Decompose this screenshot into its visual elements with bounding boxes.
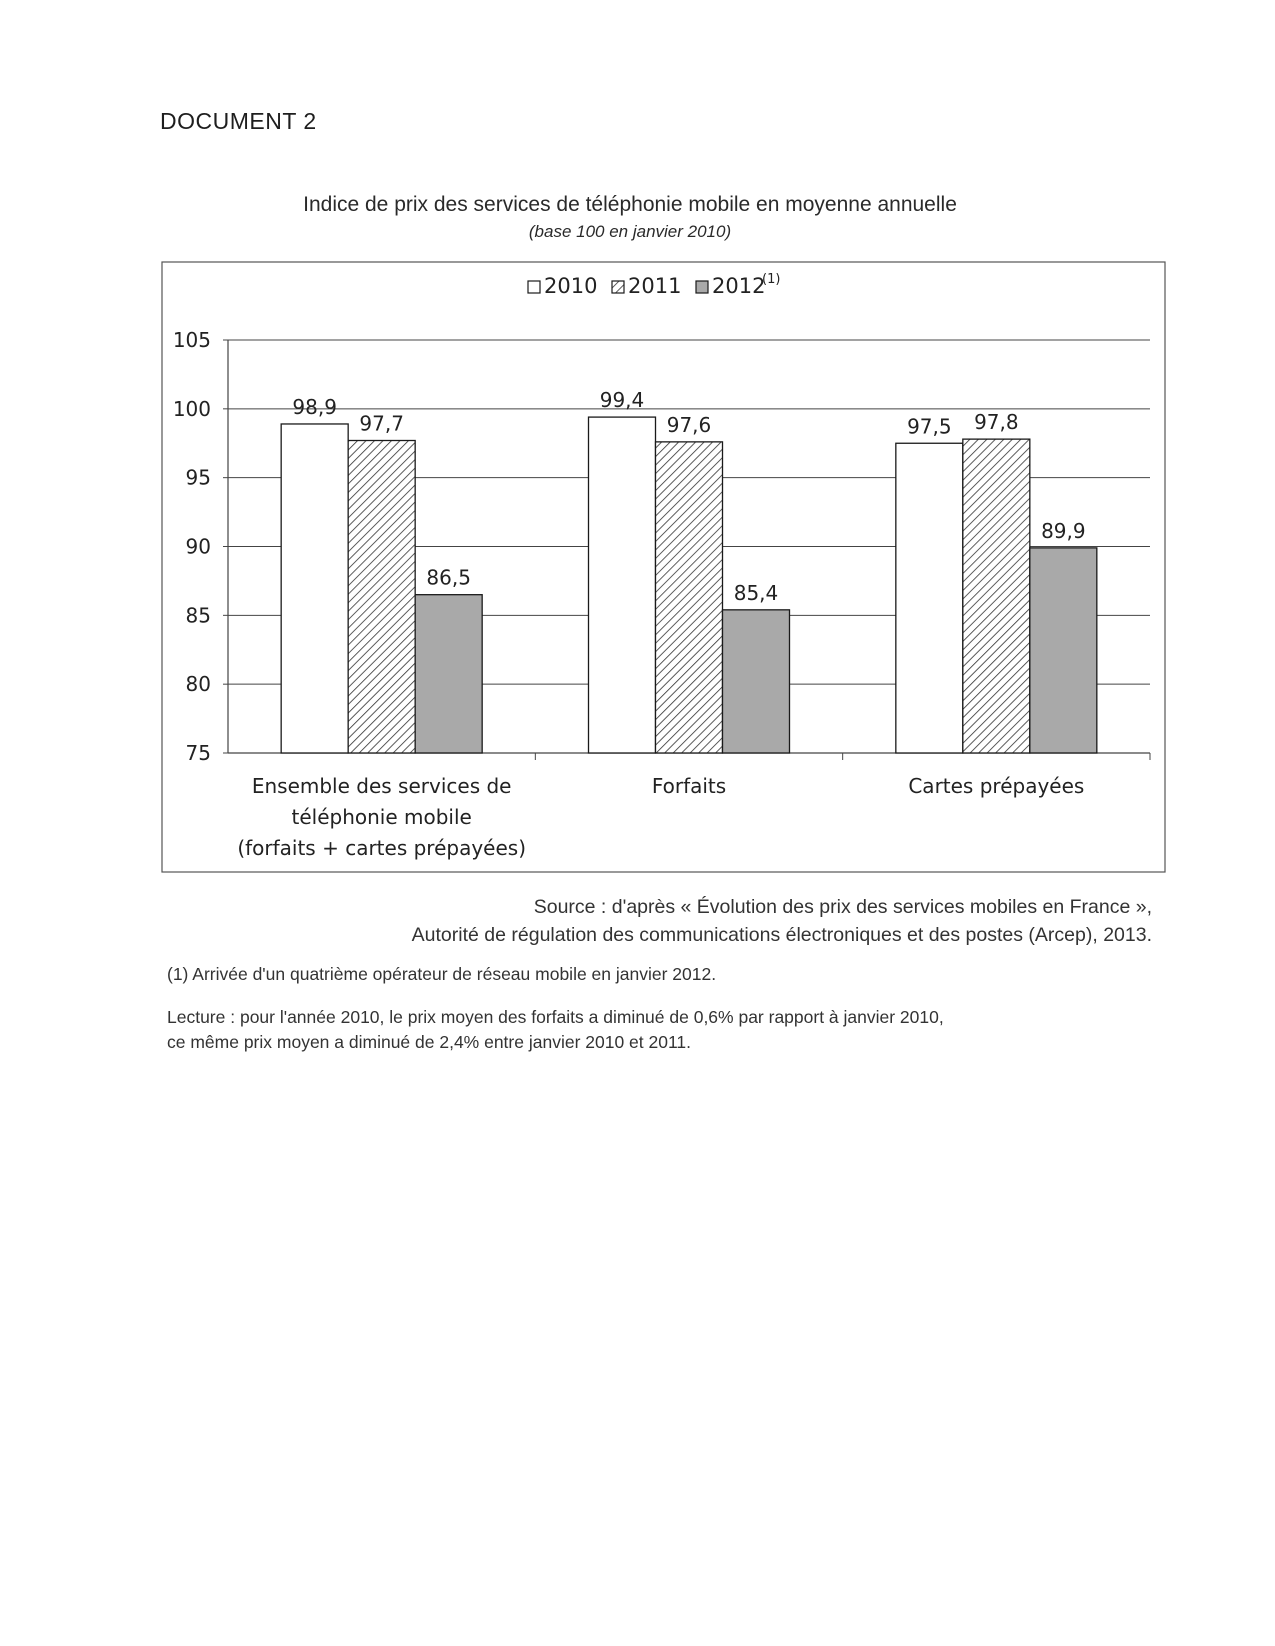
- bar-2012: [1030, 548, 1097, 753]
- category-label: Cartes prépayées: [908, 774, 1085, 798]
- bar-2010: [896, 443, 963, 753]
- bar-2011: [348, 440, 415, 753]
- data-label: 99,4: [599, 388, 645, 413]
- bar-2012: [415, 595, 482, 753]
- legend-label: 2010: [544, 274, 598, 298]
- y-tick-label: 80: [185, 672, 211, 697]
- source-line-2: Autorité de régulation des communications électroniques et des postes (Arcep), 2013.: [411, 924, 1152, 946]
- category-label: Ensemble des services de: [251, 774, 512, 798]
- footnote: (1) Arrivée d'un quatrième opérateur de réseau mobile en janvier 2012.: [167, 964, 717, 984]
- data-label: 97,5: [907, 414, 952, 439]
- y-tick-label: 75: [185, 741, 211, 765]
- reading-line-1: Lecture : pour l'année 2010, le prix moyen des forfaits a diminué de 0,6% par rapport à janvier 2010,: [167, 1007, 944, 1027]
- data-label: 85,4: [733, 580, 779, 605]
- bar-2010: [281, 424, 348, 753]
- data-label: 98,9: [292, 394, 337, 419]
- document-label: DOCUMENT 2: [160, 108, 317, 134]
- bar-2011: [963, 439, 1030, 753]
- category-label: Forfaits: [651, 774, 727, 798]
- data-label: 97,6: [666, 412, 712, 437]
- data-label: 97,8: [974, 410, 1019, 435]
- y-tick-label: 105: [172, 328, 211, 352]
- category-label: téléphonie mobile: [291, 805, 472, 829]
- source-line-1: Source : d'après « Évolution des prix des services mobiles en France »,: [533, 896, 1152, 918]
- category-label: (forfaits + cartes prépayées): [237, 836, 527, 860]
- y-tick-label: 85: [185, 603, 211, 628]
- legend-note: (1): [762, 272, 781, 287]
- legend-swatch-2012: [696, 281, 708, 293]
- data-label: 86,5: [426, 565, 471, 590]
- source-note: [412, 893, 1152, 949]
- legend-label: 2011: [628, 274, 682, 298]
- reading-note: [167, 1005, 944, 1055]
- data-label: 89,9: [1041, 518, 1086, 543]
- data-label: 97,7: [359, 411, 404, 436]
- bar-2010: [589, 417, 656, 753]
- y-tick-label: 100: [172, 396, 211, 421]
- legend-swatch-2010: [528, 281, 540, 293]
- bar-2012: [723, 610, 790, 753]
- legend-label: 2012: [712, 274, 766, 298]
- chart-title: Indice de prix des services de téléphonie mobile en moyenne annuelle: [303, 193, 957, 216]
- y-tick-label: 95: [185, 465, 211, 490]
- y-tick-label: 90: [185, 534, 211, 559]
- bar-2011: [656, 442, 723, 753]
- legend-swatch-2011: [612, 281, 624, 293]
- chart-subtitle: (base 100 en janvier 2010): [528, 222, 732, 241]
- reading-line-2: ce même prix moyen a diminué de 2,4% entre janvier 2010 et 2011.: [167, 1032, 692, 1052]
